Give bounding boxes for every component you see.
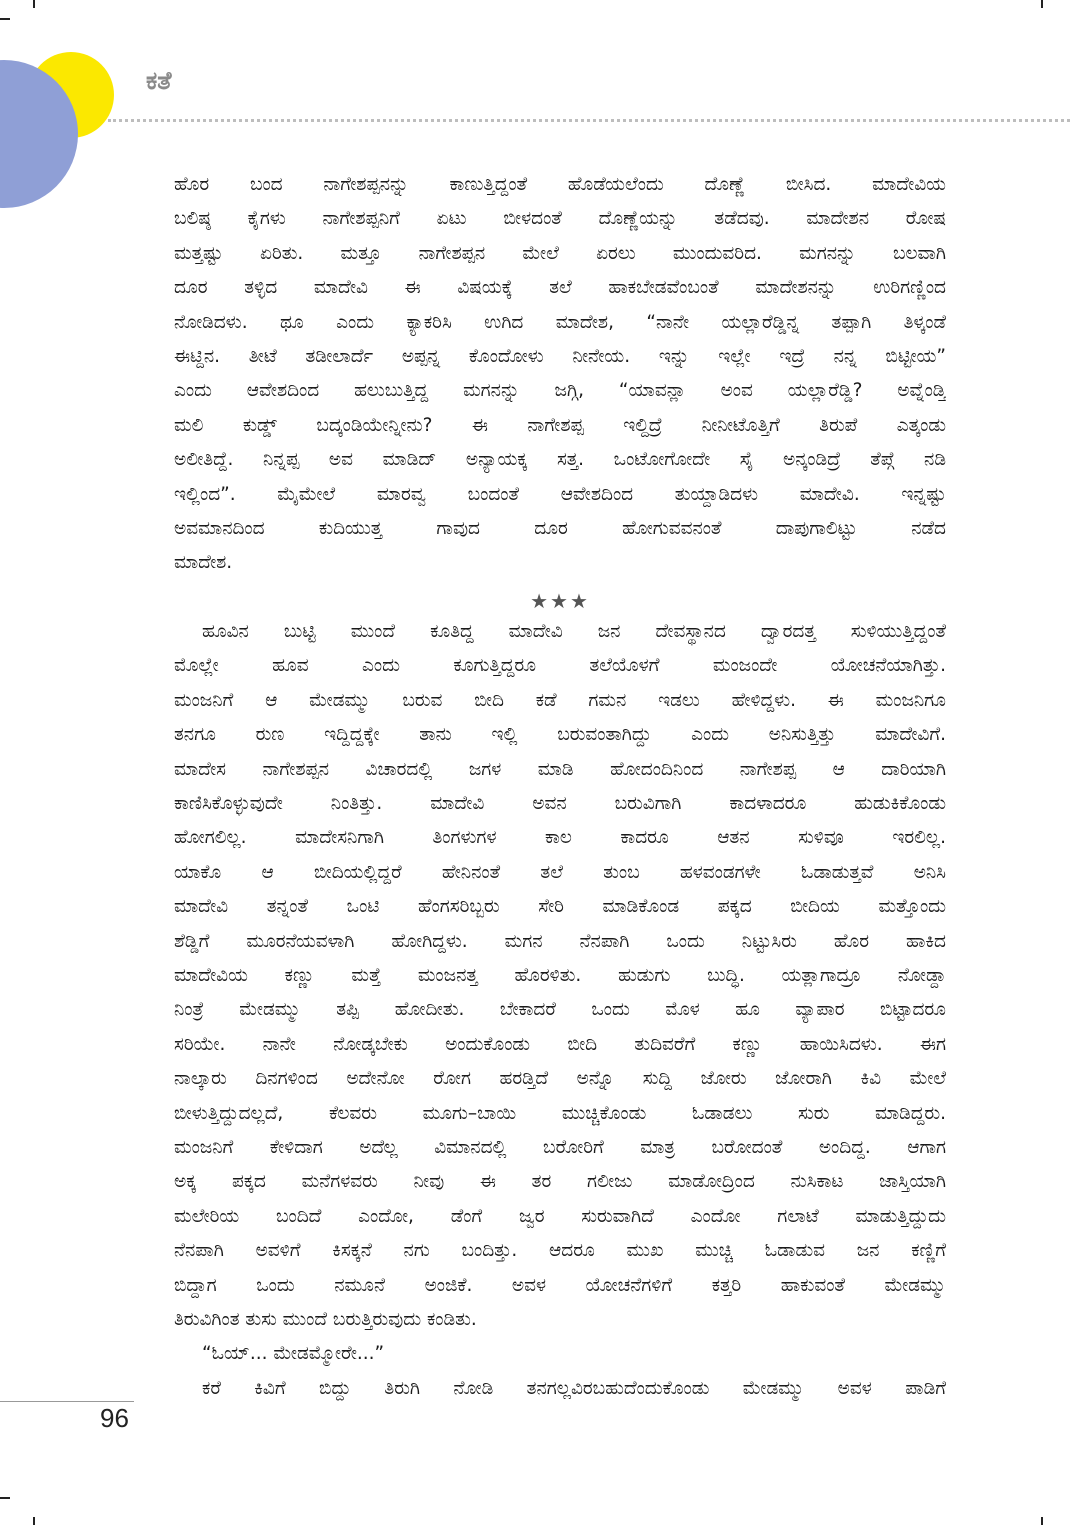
- text-line: ಬಲಿಷ್ಠ ಕೈಗಳು ನಾಗೇಶಪ್ಪನಿಗೆ ಏಟು ಬೀಳದಂತೆ ದೊಣ್ಣೆಯನ್ನು ತಡೆದವು. ಮಾದೇಶನ ರೋಷ: [174, 208, 946, 230]
- text-line: ಮಾದೇಸ ನಾಗೇಶಪ್ಪನ ವಿಚಾರದಲ್ಲಿ ಜಗಳ ಮಾಡಿ ಹೋದಂದಿನಿಂದ ನಾಗೇಶಪ್ಪ ಆ ದಾರಿಯಾಗಿ: [174, 758, 946, 780]
- text-line: ನೆನಪಾಗಿ ಅವಳಿಗೆ ಕಿಸಕ್ಕನೆ ನಗು ಬಂದಿತ್ತು. ಆದರೂ ಮುಖ ಮುಚ್ಚಿ ಓಡಾಡುವ ಜನ ಕಣ್ಣಿಗೆ: [174, 1240, 946, 1262]
- text-line: ನಾಲ್ಕಾರು ದಿನಗಳಿಂದ ಅದೇನೋ ರೋಗ ಹರಡ್ತಿದೆ ಅನ್ನೊ ಸುದ್ದಿ ಜೋರು ಜೋರಾಗಿ ಕಿವಿ ಮೇಲೆ: [174, 1068, 946, 1090]
- text-line: ಶೆಡ್ಡಿಗೆ ಮೂರನೆಯವಳಾಗಿ ಹೋಗಿದ್ದಳು. ಮಗನ ನೆನಪಾಗಿ ಒಂದು ನಿಟ್ಟುಸಿರು ಹೊರ ಹಾಕಿದ: [174, 930, 946, 952]
- crop-mark-bottom-center: [33, 1517, 35, 1525]
- text-line: ಅಕ್ಕ ಪಕ್ಕದ ಮನೆಗಳವರು ನೀವು ಈ ತರ ಗಲೀಜು ಮಾಡೋದ್ರಿಂದ ನುಸಿಕಾಟ ಜಾಸ್ತಿಯಾಗಿ: [174, 1171, 946, 1193]
- section-separator-stars: ★★★: [530, 588, 590, 613]
- text-line: ನಿಂತ್ರೆ ಮೇಡಮ್ಮು ತಪ್ಪಿ ಹೋದೀತು. ಬೇಕಾದರೆ ಒಂದು ಮೊಳ ಹೂ ವ್ಯಾಪಾರ ಬಿಟ್ಟಾದರೂ: [174, 999, 946, 1021]
- text-line: ಕಾಣಿಸಿಕೊಳ್ಳುವುದೇ ನಿಂತಿತ್ತು. ಮಾದೇವಿ ಅವನ ಬರುವಿಗಾಗಿ ಕಾದಳಾದರೂ ಹುಡುಕಿಕೊಂಡು: [174, 793, 946, 815]
- text-line: ಇಲ್ಲಿಂದ”. ಮೈಮೇಲೆ ಮಾರವ್ವ ಬಂದಂತೆ ಆವೇಶದಿಂದ ತುಯ್ದಾಡಿದಳು ಮಾದೇವಿ. ಇನ್ನಷ್ಟು: [174, 483, 946, 505]
- text-line: ಮಾದೇವಿ ತನ್ನಂತೆ ಒಂಟಿ ಹೆಂಗಸರಿಬ್ಬರು ಸೇರಿ ಮಾಡಿಕೊಂಡ ಪಕ್ಕದ ಬೀದಿಯ ಮತ್ತೊಂದು: [174, 896, 946, 918]
- text-line: ಬಿದ್ದಾಗ ಒಂದು ನಮೂನೆ ಅಂಜಿಕೆ. ಅವಳ ಯೋಚನೆಗಳಿಗೆ ಕತ್ತರಿ ಹಾಕುವಂತೆ ಮೇಡಮ್ಮು: [174, 1274, 946, 1296]
- text-line: ದೂರ ತಳ್ಳಿದ ಮಾದೇವಿ ಈ ವಿಷಯಕ್ಕೆ ತಲೆ ಹಾಕಬೇಡವೆಂಬಂತೆ ಮಾದೇಶನನ್ನು ಉರಿಗಣ್ಣಿಂದ: [174, 277, 946, 299]
- text-line: ನೋಡಿದಳು. ಥೂ ಎಂದು ಕ್ಯಾಕರಿಸಿ ಉಗಿದ ಮಾದೇಶ, “ನಾನೇ ಯಲ್ಲಾರೆಡ್ಡಿನ್ನ ತಪ್ಪಾಗಿ ತಿಳ್ಕಂಡೆ: [174, 311, 946, 333]
- text-line: ತನಗೂ ರುಣ ಇದ್ದಿದ್ದಕ್ಕೇ ತಾನು ಇಲ್ಲಿ ಬರುವಂತಾಗಿದ್ದು ಎಂದು ಅನಿಸುತ್ತಿತ್ತು ಮಾದೇವಿಗೆ.: [174, 724, 946, 746]
- dialogue-line: “ಓಯ್... ಮೇಡಮ್ಮೋರೇ...”: [202, 1343, 385, 1365]
- crop-mark-top-left: [0, 18, 10, 20]
- dotted-divider: [108, 119, 1070, 122]
- page-number: 96: [100, 1403, 129, 1433]
- text-line: ಹೋಗಲಿಲ್ಲ. ಮಾದೇಸನಿಗಾಗಿ ತಿಂಗಳುಗಳ ಕಾಲ ಕಾದರೂ ಆತನ ಸುಳಿವೂ ಇರಲಿಲ್ಲ.: [174, 827, 946, 849]
- crop-mark-bottom-left: [0, 1497, 10, 1499]
- text-line: ಮಾದೇಶ.: [174, 552, 233, 574]
- text-line: ಮತ್ತಷ್ಟು ಏರಿತು. ಮತ್ತೂ ನಾಗೇಶಪ್ಪನ ಮೇಲೆ ಏರಲು ಮುಂದುವರಿದ. ಮಗನನ್ನು ಬಲವಾಗಿ: [174, 242, 946, 264]
- text-line: ಅಲೀತಿದ್ದೆ. ನಿನ್ನಪ್ಪ ಅವ ಮಾಡಿದ್ ಅನ್ಯಾಯಕ್ಕ ಸತ್ತ. ಒಂಟೋಗೋದೇ ಸೈ ಅನ್ಕಂಡಿದ್ರೆ ತೆಪ್ಗೆ ನಡಿ: [174, 449, 946, 471]
- text-line: ಮಾದೇವಿಯ ಕಣ್ಣು ಮತ್ತೆ ಮಂಜನತ್ತ ಹೊರಳಿತು. ಹುಡುಗು ಬುದ್ಧಿ. ಯತ್ಲಾಗಾದ್ರೂ ನೋಡ್ದಾ: [174, 964, 946, 986]
- crop-mark-top-right: [1041, 0, 1043, 8]
- paragraph-2: [174, 615, 946, 1337]
- paragraph-1: [174, 168, 946, 581]
- section-title: ಕತೆ: [146, 66, 172, 95]
- text-line: ಹೊರ ಬಂದ ನಾಗೇಶಪ್ಪನನ್ನು ಕಾಣುತ್ತಿದ್ದಂತೆ ಹೊಡೆಯಲೆಂದು ದೊಣ್ಣೆ ಬೀಸಿದ. ಮಾದೇವಿಯ: [174, 174, 946, 195]
- text-line: ತಿರುವಿಗಿಂತ ತುಸು ಮುಂದೆ ಬರುತ್ತಿರುವುದು ಕಂಡಿತು.: [174, 1308, 477, 1330]
- text-line: ಯಾಕೊ ಆ ಬೀದಿಯಲ್ಲಿದ್ದರೆ ಹೇನಿನಂತೆ ತಲೆ ತುಂಬ ಹಳವಂಡಗಳೇ ಓಡಾಡುತ್ತವೆ ಅನಿಸಿ: [174, 861, 946, 883]
- footer-rule: [0, 1401, 134, 1402]
- text-line: ಈಟ್ದಿನ. ತೀಟೆ ತಡೀಲಾರ್ದೆ ಅಪ್ಪನ್ನ ಕೊಂದೋಳು ನೀನೇಯ. ಇನ್ನು ಇಲ್ಲೇ ಇದ್ರೆ ನನ್ನ ಬಿಟ್ಟೀಯ”: [174, 345, 946, 367]
- crop-mark-bottom-right: [1041, 1517, 1043, 1525]
- text-line: ಎಂದು ಆವೇಶದಿಂದ ಹಲುಬುತ್ತಿದ್ದ ಮಗನನ್ನು ಜಗ್ಗಿ, “ಯಾವನ್ಲಾ ಅಂವ ಯಲ್ಲಾರೆಡ್ಡಿ? ಅವ್ನೆಂಡ್ತಿ: [174, 380, 946, 402]
- crop-mark-top-center: [33, 0, 35, 8]
- text-line: ಹೂವಿನ ಬುಟ್ಟಿ ಮುಂದೆ ಕೂತಿದ್ದ ಮಾದೇವಿ ಜನ ದೇವಸ್ಥಾನದ ದ್ವಾರದತ್ತ ಸುಳಿಯುತ್ತಿದ್ದಂತೆ: [202, 621, 946, 643]
- text-line: ಸರಿಯೇ. ನಾನೇ ನೋಡ್ಕಬೇಕು ಅಂದುಕೊಂಡು ಬೀದಿ ತುದಿವರೆಗೆ ಕಣ್ಣು ಹಾಯಿಸಿದಳು. ಈಗ: [174, 1033, 946, 1055]
- text-line: ಮೊಲ್ಲೇ ಹೂವ ಎಂದು ಕೂಗುತ್ತಿದ್ದರೂ ತಲೆಯೊಳಗೆ ಮಂಜಂದೇ ಯೋಚನೆಯಾಗಿತ್ತು.: [174, 655, 946, 677]
- text-line: ಮಂಜನಿಗೆ ಕೇಳಿದಾಗ ಅದೆಲ್ಲ ವಿಮಾನದಲ್ಲಿ ಬರೋರಿಗೆ ಮಾತ್ರ ಬರೋದಂತೆ ಅಂದಿದ್ದ. ಆಗಾಗ: [174, 1136, 946, 1158]
- text-line: ಕರೆ ಕಿವಿಗೆ ಬಿದ್ದು ತಿರುಗಿ ನೋಡಿ ತನಗಲ್ಲವಿರಬಹುದೆಂದುಕೊಂಡು ಮೇಡಮ್ಮು ಅವಳ ಪಾಡಿಗೆ: [202, 1377, 946, 1399]
- text-line: ಮಲೇರಿಯ ಬಂದಿದೆ ಎಂದೋ, ಡೆಂಗೆ ಜ್ವರ ಸುರುವಾಗಿದೆ ಎಂದೋ ಗಲಾಟೆ ಮಾಡುತ್ತಿದ್ದುದು: [174, 1205, 946, 1227]
- story-body: [174, 168, 946, 1406]
- paragraph-3: [174, 1337, 946, 1371]
- text-line: ಬೀಳುತ್ತಿದ್ದುದಲ್ಲದೆ, ಕೆಲವರು ಮೂಗು–ಬಾಯಿ ಮುಚ್ಚಿಕೊಂಡು ಓಡಾಡಲು ಸುರು ಮಾಡಿದ್ದರು.: [174, 1102, 946, 1124]
- text-line: ಅವಮಾನದಿಂದ ಕುದಿಯುತ್ತ ಗಾವುದ ದೂರ ಹೋಗುವವನಂತೆ ದಾಪುಗಾಲಿಟ್ಟು ನಡೆದ: [174, 517, 946, 539]
- text-line: ಮಲಿ ಕುಡ್ಡ್ ಬದ್ಕಂಡಿಯೇನ್ನೀನು? ಈ ನಾಗೇಶಪ್ಪ ಇಲ್ದಿದ್ರೆ ನೀನೀಟೊತ್ತಿಗೆ ತಿರುಪೆ ಎತ್ಕಂಡು: [174, 414, 946, 436]
- text-line: ಮಂಜನಿಗೆ ಆ ಮೇಡಮ್ಮು ಬರುವ ಬೀದಿ ಕಡೆ ಗಮನ ಇಡಲು ಹೇಳಿದ್ದಳು. ಈ ಮಂಜನಿಗೂ: [174, 689, 946, 711]
- paragraph-4: [174, 1372, 946, 1406]
